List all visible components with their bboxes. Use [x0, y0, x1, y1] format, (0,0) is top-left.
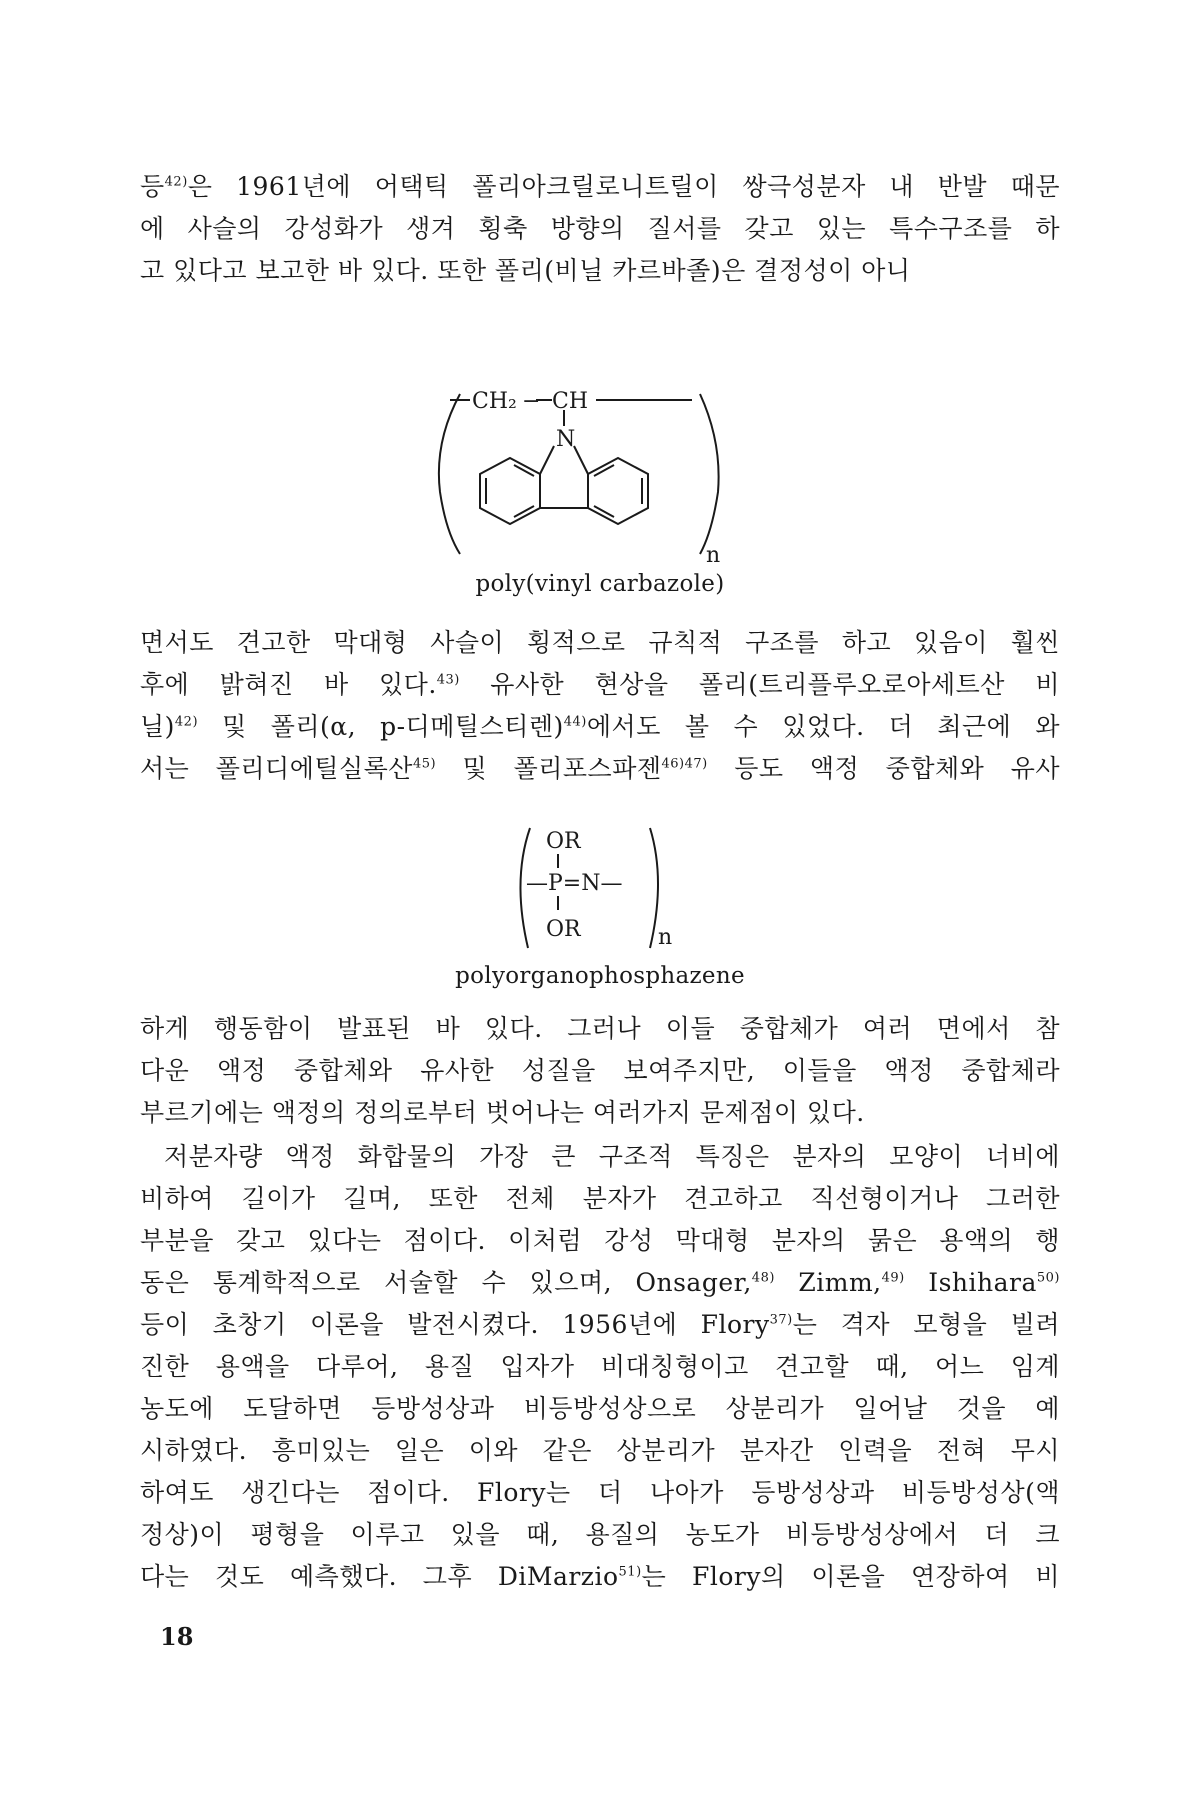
paragraph-3 — [140, 1008, 1060, 1134]
nitrogen-label: N — [556, 427, 576, 452]
text-line: 하게 행동함이 발표된 바 있다. 그러나 이들 중합체가 여러 면에서 참 — [140, 1014, 1060, 1043]
text-line: 다는 것도 예측했다. 그후 DiMarzio$^{51)}$는 Flory의 이론을 연장하여 비 — [140, 1562, 1060, 1591]
text-line: 비하여 길이가 길며, 또한 전체 분자가 견고하고 직선형이거나 그러한 — [140, 1184, 1060, 1213]
paragraph-2 — [140, 622, 1060, 790]
text-line: 진한 용액을 다루어, 용질 입자가 비대칭형이고 견고할 때, 어느 임계 — [140, 1352, 1060, 1381]
text-line: 부분을 갖고 있다는 점이다. 이처럼 강성 막대형 분자의 묽은 용액의 행 — [140, 1226, 1060, 1255]
or-top-label: OR — [546, 829, 581, 854]
ch2-label: CH₂ — [472, 389, 517, 414]
subscript-n: n — [658, 925, 673, 950]
subscript-n: n — [706, 543, 721, 568]
text-line: 저분자량 액정 화합물의 가장 큰 구조적 특징은 분자의 모양이 너비에 — [164, 1142, 1060, 1171]
page-number: 18 — [160, 1622, 194, 1651]
text-line: 등$^{42)}$은 1961년에 어택틱 폴리아크릴로니트릴이 쌍극성분자 내 반발 때문 — [140, 172, 1060, 201]
figure-caption: polyorganophosphazene — [455, 963, 745, 989]
paragraph-4 — [140, 1136, 1060, 1598]
text-line: 하여도 생긴다는 점이다. Flory는 더 나아가 등방성상과 비등방성상(액 — [140, 1478, 1060, 1507]
text-line: 고 있다고 보고한 바 있다. 또한 폴리(비닐 카르바졸)은 결정성이 아니 — [140, 256, 911, 285]
text-line: 정상)이 평형을 이루고 있을 때, 용질의 농도가 비등방성상에서 더 크 — [140, 1520, 1060, 1549]
text-line: 후에 밝혀진 바 있다.$^{43)}$ 유사한 현상을 폴리(트리플루오로아세트산 비 — [140, 670, 1060, 699]
text-line: 시하였다. 흥미있는 일은 이와 같은 상분리가 분자간 인력을 전혀 무시 — [140, 1436, 1060, 1465]
polyorganophosphazene-structure — [510, 820, 700, 960]
text-line: 닐)$^{42)}$ 및 폴리(α, p-디메틸스티렌)$^{44)}$에서도 볼 수 있었다. 더 최근에 와 — [140, 712, 1060, 741]
text-line: 다운 액정 중합체와 유사한 성질을 보여주지만, 이들을 액정 중합체라 — [140, 1056, 1060, 1085]
text-line: 농도에 도달하면 등방성상과 비등방성상으로 상분리가 일어날 것을 예 — [140, 1394, 1060, 1423]
text-line: 부르기에는 액정의 정의로부터 벗어나는 여러가지 문제점이 있다. — [140, 1098, 865, 1127]
main-chain-label: —P=N— — [526, 871, 623, 896]
text-line: 동은 통계학적으로 서술할 수 있으며, Onsager,$^{48)}$ Zimm,$^{49)}$ Ishihara$^{50)}$ — [140, 1268, 1060, 1297]
bond-dash-label: − — [522, 389, 541, 414]
text-line: 등이 초창기 이론을 발전시켰다. 1956년에 Flory$^{37)}$는 격자 모형을 빌려 — [140, 1310, 1060, 1339]
text-line: 면서도 견고한 막대형 사슬이 횡적으로 규칙적 구조를 하고 있음이 훨씬 — [140, 628, 1060, 657]
text-line: 서는 폴리디에틸실록산$^{45)}$ 및 폴리포스파젠$^{46)47)}$ 등도 액정 중합체와 유사 — [140, 754, 1061, 783]
ch-label: CH — [552, 389, 589, 414]
or-bottom-label: OR — [546, 917, 581, 942]
text-line: 에 사슬의 강성화가 생겨 횡축 방향의 질서를 갖고 있는 특수구조를 하 — [140, 214, 1060, 243]
figure-caption: poly(vinyl carbazole) — [475, 571, 725, 597]
poly-vinyl-carbazole-structure — [430, 382, 770, 582]
paragraph-1 — [140, 166, 1060, 292]
